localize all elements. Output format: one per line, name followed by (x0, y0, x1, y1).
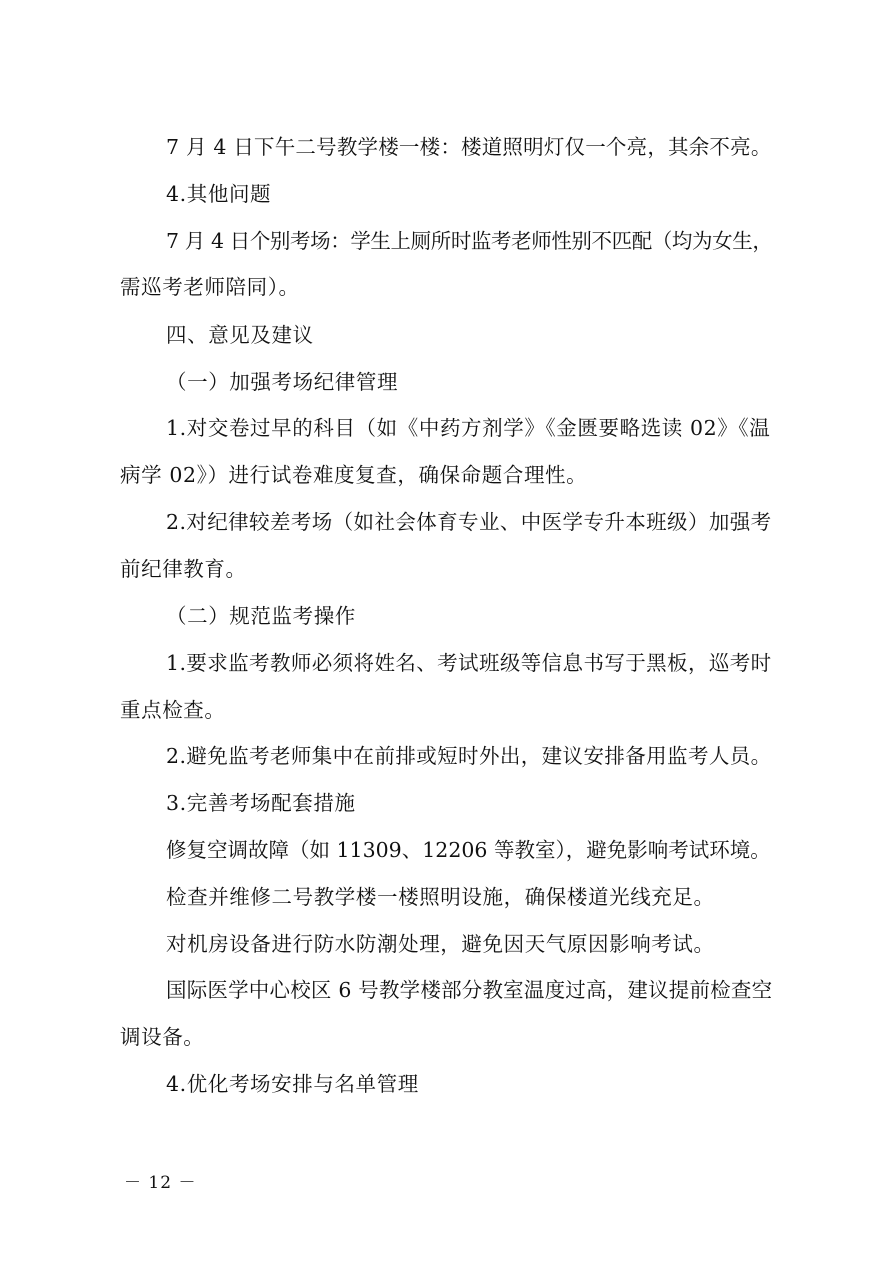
paragraph-line: 修复空调故障（如 11309、12206 等教室），避免影响考试环境。 (166, 838, 771, 862)
page-number: － 12 － (124, 1173, 197, 1193)
paragraph-line: 1.要求监考教师必须将姓名、考试班级等信息书写于黑板，巡考时 (166, 651, 772, 675)
paragraph-line: 调设备。 (120, 1025, 205, 1049)
section-heading: 4.其他问题 (166, 182, 272, 206)
paragraph-line: 7 月 4 日个别考场：学生上厕所时监考老师性别不匹配（均为女生， (166, 229, 773, 253)
paragraph-line: 病学 02》）进行试卷难度复查，确保命题合理性。 (120, 463, 588, 487)
paragraph-line: 7 月 4 日下午二号教学楼一楼：楼道照明灯仅一个亮，其余不亮。 (166, 135, 772, 159)
section-heading: 4.优化考场安排与名单管理 (166, 1072, 419, 1096)
paragraph-line: 2.避免监考老师集中在前排或短时外出，建议安排备用监考人员。 (166, 744, 772, 768)
section-heading: 3.完善考场配套措施 (166, 791, 356, 815)
paragraph-line: 1.对交卷过早的科目（如《中药方剂学》《金匮要略选读 02》《温 (166, 416, 771, 440)
section-heading: 四、意见及建议 (166, 323, 314, 347)
subsection-heading: （一）加强考场纪律管理 (166, 370, 399, 394)
subsection-heading: （二）规范监考操作 (166, 604, 356, 628)
paragraph-line: 重点检查。 (120, 698, 226, 722)
paragraph-line: 需巡考老师陪同）。 (120, 275, 300, 299)
paragraph-line: 2.对纪律较差考场（如社会体育专业、中医学专升本班级）加强考 (166, 510, 772, 534)
paragraph-line: 检查并维修二号教学楼一楼照明设施，确保楼道光线充足。 (166, 885, 715, 909)
paragraph-line: 对机房设备进行防水防潮处理，避免因天气原因影响考试。 (166, 932, 715, 956)
paragraph-line: 国际医学中心校区 6 号教学楼部分教室温度过高，建议提前检查空 (166, 978, 773, 1002)
paragraph-line: 前纪律教育。 (120, 557, 247, 581)
